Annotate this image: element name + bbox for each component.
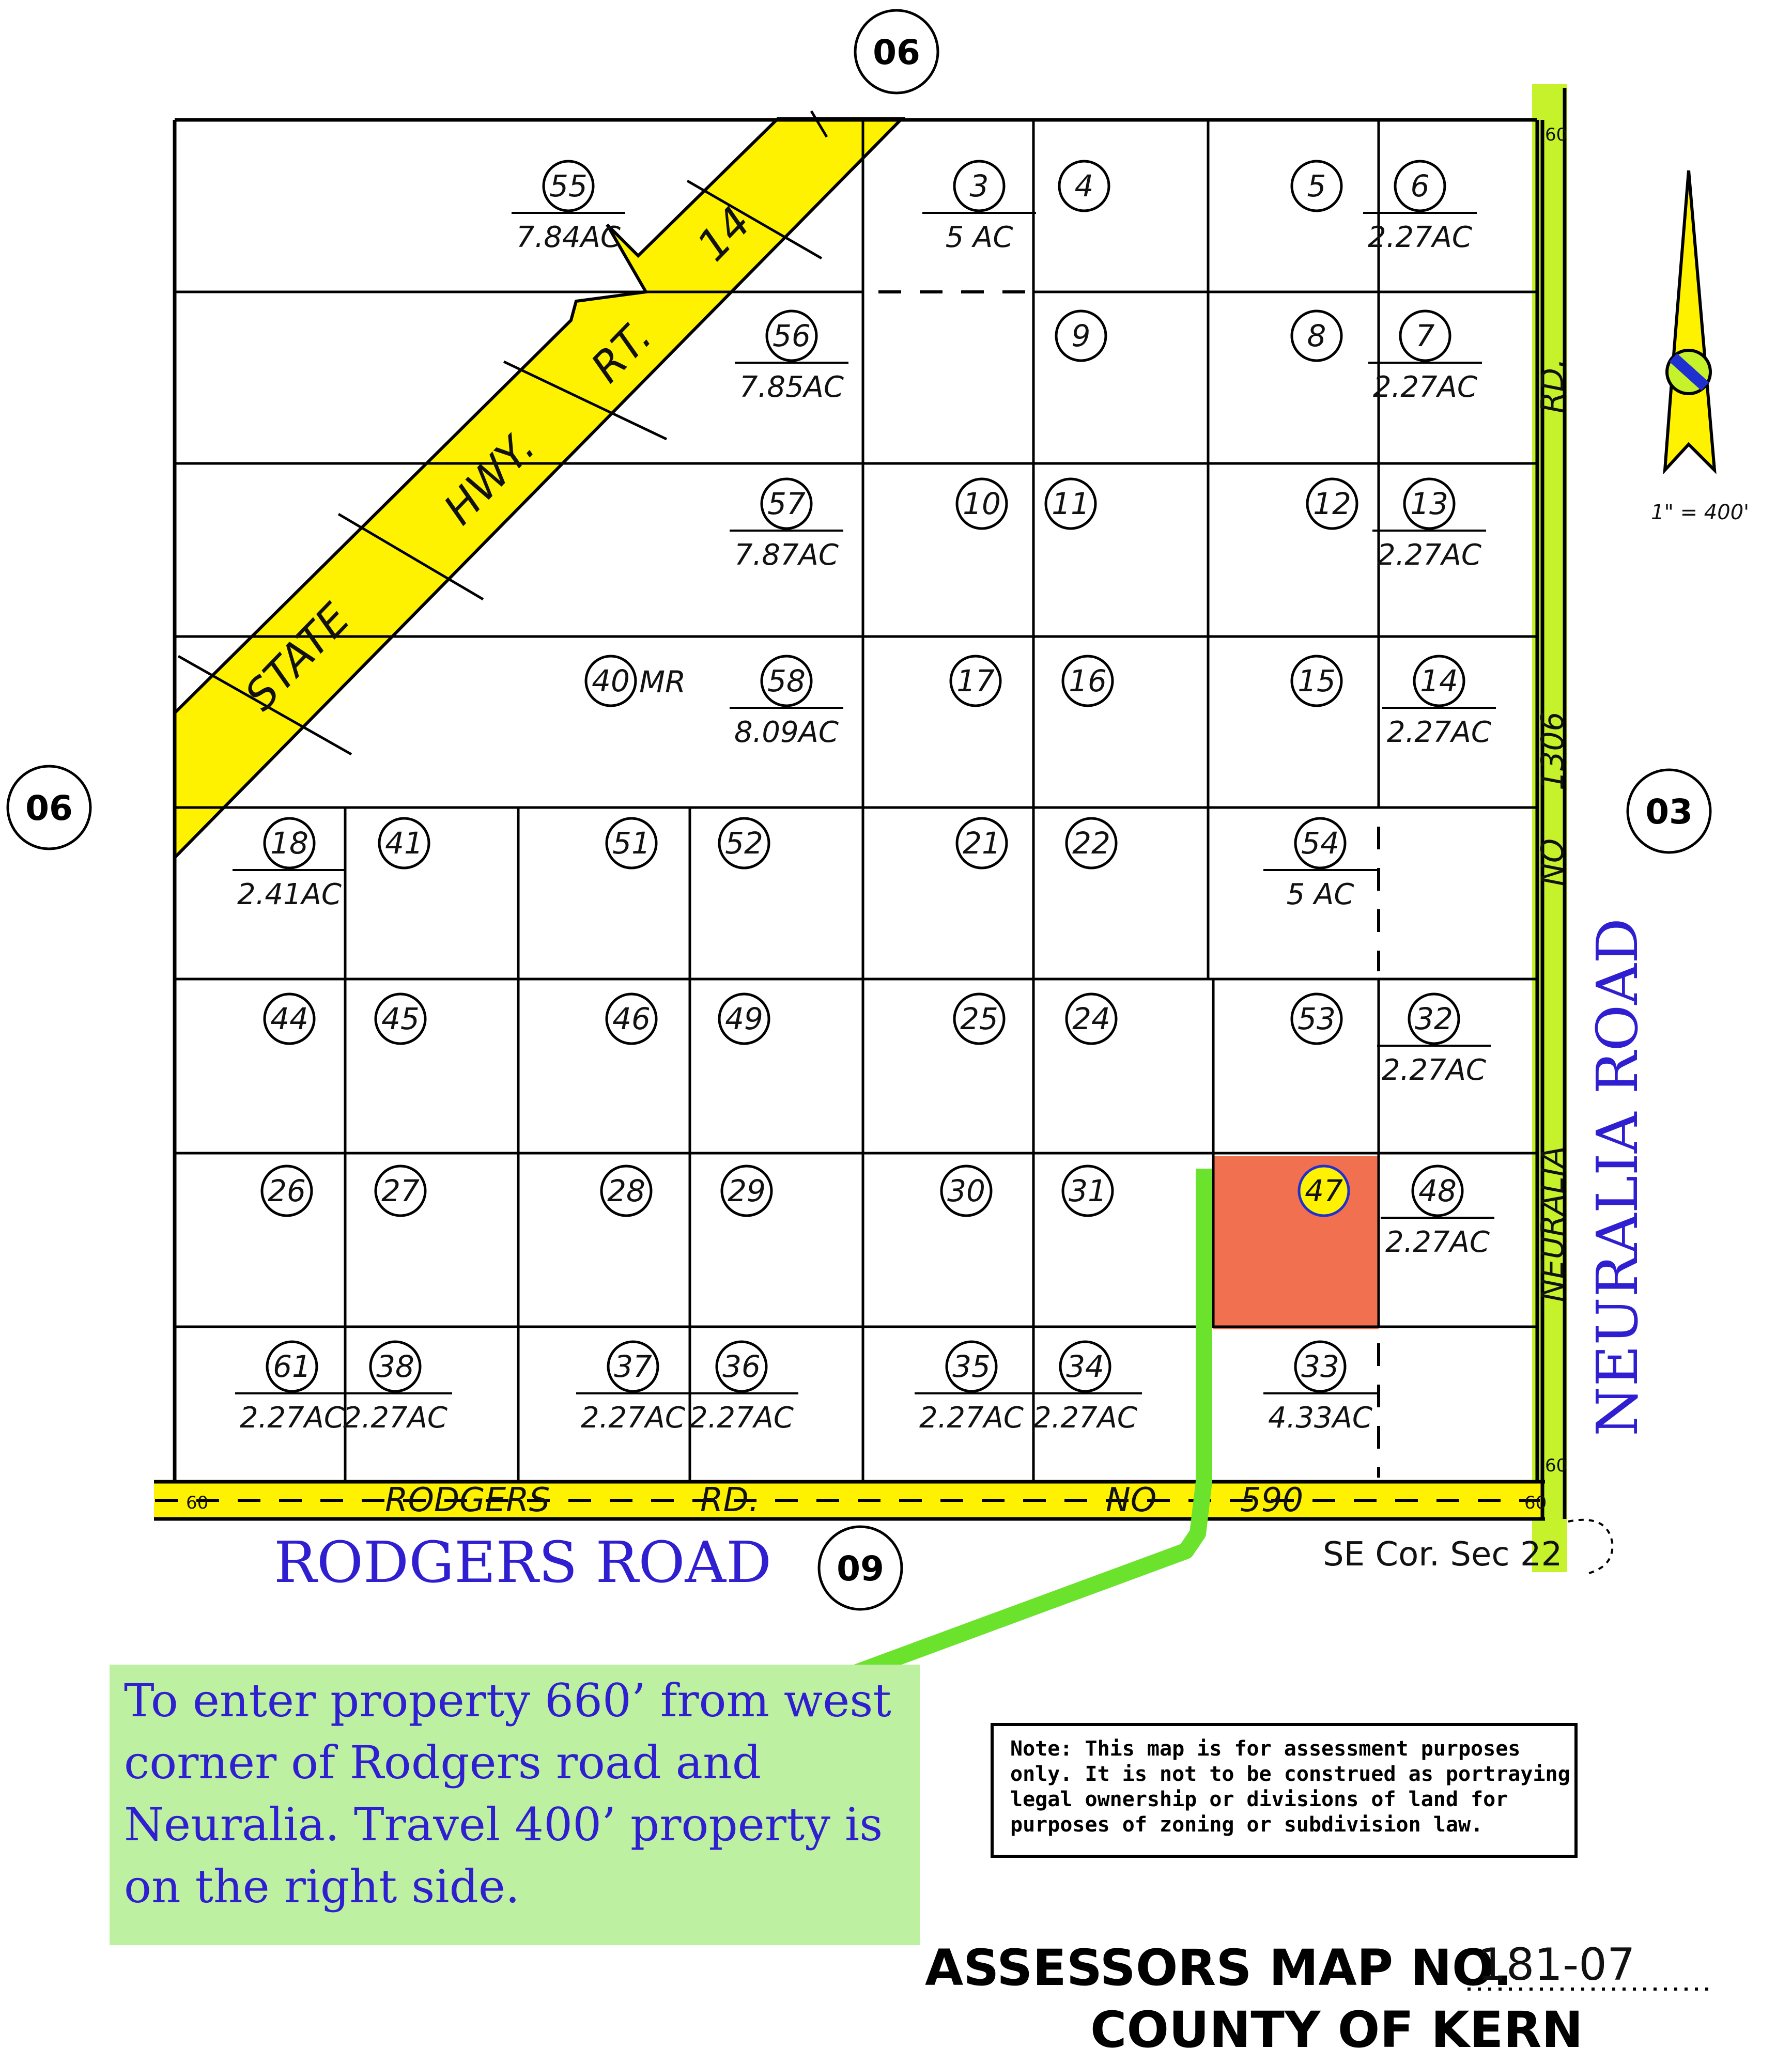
parcel-7[interactable] [1368,311,1482,404]
parcel-21[interactable] [957,818,1007,868]
parcel-number: 49 [725,1001,763,1036]
disclaimer-box [992,1725,1576,1856]
parcel-36[interactable] [685,1342,798,1435]
rodgers-word: RODGERS [385,1481,550,1519]
svg-text:only. It is not to be construe: only. It is not to be construed as portraying [1010,1762,1570,1786]
parcel-15[interactable] [1292,656,1341,706]
parcel-number: 9 [1071,318,1091,353]
parcel-number: 8 [1307,318,1326,353]
parcel-number: 12 [1313,486,1351,521]
parcel-46[interactable] [607,994,656,1044]
parcel-35[interactable] [915,1342,1028,1435]
neuralia-no-word: NO [1535,838,1571,886]
parcel-29[interactable] [722,1166,771,1216]
parcel-13[interactable] [1372,479,1486,572]
parcel-48[interactable] [1381,1166,1494,1259]
svg-text:60: 60 [1545,1455,1568,1476]
parcel-number: 6 [1410,168,1430,204]
svg-text:06: 06 [25,788,73,828]
title-block [925,1939,1716,2049]
parcel-11[interactable] [1046,479,1095,529]
parcel-acreage: 2.27AC [1377,538,1482,572]
parcel-number: 57 [767,486,806,521]
parcel-10[interactable] [957,479,1007,529]
parcel-number: 26 [268,1173,306,1208]
rodgers-road-overlay: RODGERS ROAD [274,1529,772,1595]
parcel-54[interactable] [1263,818,1377,911]
svg-text:purposes of zoning or subdivis: purposes of zoning or subdivision law. [1010,1813,1484,1837]
parcel-number: 40 [592,663,630,698]
parcel-57[interactable] [730,479,843,572]
parcel-52[interactable] [719,818,769,868]
parcel-8[interactable] [1292,311,1341,361]
rodgers-590-word: 590 [1240,1481,1304,1519]
parcel-number: 16 [1069,663,1107,698]
sheet-ref-right[interactable] [1628,770,1710,852]
parcel-12[interactable] [1307,479,1357,529]
parcel-number: 21 [963,826,1001,861]
parcel-number: 32 [1415,1001,1453,1036]
parcel-acreage: 2.27AC [1381,1053,1487,1087]
parcel-number: 18 [270,826,308,861]
parcel-number: 29 [728,1173,766,1208]
parcel-acreage: 2.27AC [919,1401,1024,1435]
parcel-9[interactable] [1056,311,1106,361]
parcel-25[interactable] [954,994,1004,1044]
parcel-number: 44 [270,1001,308,1036]
parcel-acreage: 5 AC [945,221,1013,254]
map-number: 181-07 [1478,1939,1635,1991]
parcel-number: 25 [960,1001,998,1036]
corner-label: SE Cor. Sec 22 [1323,1535,1563,1574]
parcel-number: 46 [612,1001,651,1036]
parcel-number: 37 [614,1349,652,1384]
parcel-56[interactable] [735,311,848,404]
svg-text:60: 60 [1545,125,1568,145]
parcel-acreage: 7.85AC [739,370,844,404]
parcel-acreage: 2.27AC [1367,221,1473,254]
highway-word-14: 14 [688,197,761,271]
parcel-31[interactable] [1063,1166,1113,1216]
svg-text:60: 60 [186,1493,209,1513]
parcel-number: 55 [549,168,588,204]
parcel-6[interactable] [1363,161,1477,254]
scale-label: 1" = 400' [1651,501,1750,524]
rodgers-rd-word: RD. [700,1481,760,1519]
parcel-number: 7 [1415,318,1435,353]
parcel-number: 14 [1420,663,1458,698]
parcel-number: 28 [607,1173,645,1208]
parcel-number: 48 [1418,1173,1457,1208]
parcel-16[interactable] [1063,656,1113,706]
parcel-number: 34 [1066,1349,1104,1384]
parcel-acreage: 2.27AC [1032,1401,1138,1435]
svg-text:09: 09 [837,1549,884,1589]
parcel-acreage: 2.27AC [343,1401,448,1435]
parcel-51[interactable] [607,818,656,868]
parcel-number: 45 [381,1001,420,1036]
parcel-number: 53 [1297,1001,1336,1036]
parcel-53[interactable] [1292,994,1341,1044]
parcel-17[interactable] [951,656,1000,706]
parcel-49[interactable] [719,994,769,1044]
parcel-30[interactable] [941,1166,991,1216]
parcel-34[interactable] [1028,1342,1142,1435]
parcel-number: 52 [725,826,763,861]
parcel-number: 33 [1301,1349,1339,1384]
sheet-ref-left[interactable] [8,766,90,849]
highway-word-hwy: HWY. [435,423,545,534]
parcel-44[interactable] [265,994,314,1044]
parcel-number: 41 [385,826,423,861]
parcel-number: 27 [381,1173,420,1208]
parcel-number: 47 [1305,1173,1343,1208]
parcel-number: 22 [1072,826,1110,861]
highway-word-state: STATE [236,594,360,720]
parcel-acreage: 2.27AC [1372,370,1478,404]
parcel-acreage: 5 AC [1286,878,1354,911]
svg-text:06: 06 [873,33,920,72]
parcel-number: 61 [273,1349,311,1384]
parcel-number: 5 [1307,168,1326,204]
parcel-suffix: MR [639,664,686,700]
parcel-acreage: 2.27AC [1386,716,1492,749]
directions-note: To enter property 660’ from west corner of Rodgers road and Neuralia. Travel 400’ property is on the right side. [124,1674,891,1913]
parcel-18[interactable] [233,818,346,911]
parcel-28[interactable] [601,1166,651,1216]
parcel-number: 54 [1301,826,1339,861]
parcel-number: 3 [969,168,989,204]
parcel-14[interactable] [1382,656,1496,749]
parcel-number: 15 [1297,663,1336,698]
parcel-number: 10 [963,486,1001,521]
parcel-number: 13 [1410,486,1448,521]
parcel-acreage: 7.84AC [516,221,621,254]
parcel-acreage: 4.33AC [1268,1401,1373,1435]
parcel-acreage: 2.27AC [580,1401,686,1435]
parcel-acreage: 2.27AC [239,1401,345,1435]
parcel-38[interactable] [338,1342,452,1435]
parcel-47[interactable] [1299,1166,1349,1216]
parcel-3[interactable] [922,161,1036,254]
title-line-1: ASSESSORS MAP NO. [925,1939,1512,1997]
parcel-acreage: 2.27AC [689,1401,794,1435]
svg-text:60: 60 [1524,1493,1547,1513]
parcel-58[interactable] [730,656,843,749]
parcel-number: 36 [722,1349,761,1384]
parcel-45[interactable] [376,994,425,1044]
svg-text:03: 03 [1645,792,1693,832]
parcel-32[interactable] [1377,994,1491,1087]
parcel-number: 38 [376,1349,414,1384]
parcel-37[interactable] [576,1342,690,1435]
parcel-number: 35 [952,1349,991,1384]
parcel-number: 51 [612,826,651,861]
highway-word-rt: RT. [582,312,662,392]
parcel-47-highlight[interactable] [1213,1156,1379,1329]
parcel-4[interactable] [1059,161,1109,211]
neuralia-1306-word: 1306 [1535,711,1571,790]
svg-text:Note: This map is for assessme: Note: This map is for assessment purposes [1010,1737,1521,1761]
parcel-number: 4 [1074,168,1094,204]
parcel-number: 11 [1052,486,1090,521]
parcel-22[interactable] [1067,818,1116,868]
parcel-number: 24 [1072,1001,1110,1036]
parcel-24[interactable] [1067,994,1116,1044]
parcel-41[interactable] [379,818,429,868]
parcel-26[interactable] [262,1166,312,1216]
parcel-acreage: 8.09AC [734,716,839,749]
parcel-number: 17 [956,663,995,698]
parcel-40[interactable] [586,656,686,706]
parcel-33[interactable] [1263,1342,1377,1435]
parcel-5[interactable] [1292,161,1341,211]
sheet-ref-top[interactable] [855,10,938,93]
parcel-acreage: 2.27AC [1385,1225,1490,1259]
corner-curve [1568,1520,1612,1573]
parcel-number: 58 [767,663,806,698]
parcel-55[interactable] [512,161,625,254]
title-line-2: COUNTY OF KERN [1090,2001,1583,2049]
sheet-ref-bottom[interactable] [819,1527,902,1609]
parcel-acreage: 2.41AC [237,878,342,911]
parcel-number: 56 [773,318,811,353]
neuralia-road-overlay: NEURALIA ROAD [1584,918,1650,1436]
rodgers-no-word: NO [1106,1481,1157,1519]
parcel-number: 30 [947,1173,985,1208]
neuralia-rd-word: RD. [1535,358,1571,413]
parcel-acreage: 7.87AC [734,538,839,572]
parcel-27[interactable] [376,1166,425,1216]
parcel-number: 31 [1069,1173,1107,1208]
north-arrow-icon [1665,170,1714,470]
neuralia-word: NEURALIA [1535,1146,1571,1302]
svg-text:legal ownership or divisions o: legal ownership or divisions of land for [1010,1788,1508,1811]
parcel-61[interactable] [235,1342,349,1435]
